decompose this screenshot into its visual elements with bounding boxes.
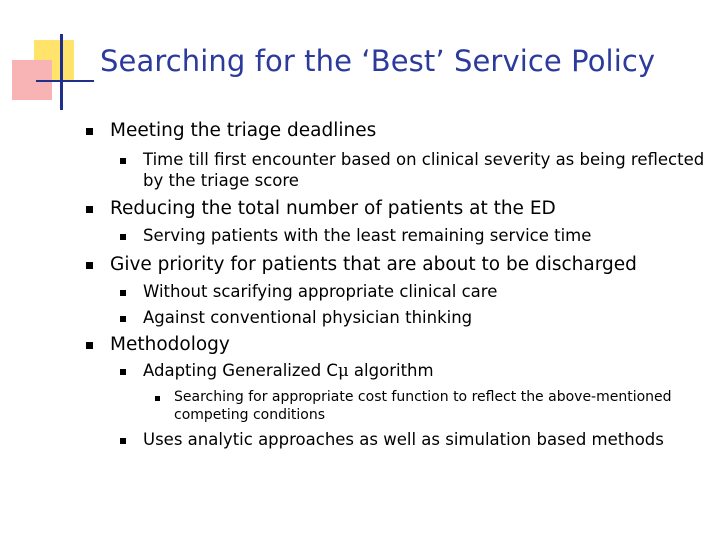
title-decoration — [0, 0, 100, 112]
bullet-reducing-patients: Reducing the total number of patients at the ED — [110, 198, 556, 219]
sub-bullet-marker — [120, 369, 126, 375]
sub-sub-bullet-cost-function: Searching for appropriate cost function to reflect the above-mentioned competing conditions — [174, 389, 672, 424]
decor-horizontal-line — [36, 80, 94, 82]
sub-bullet-marker — [120, 158, 126, 164]
bullet-give-priority: Give priority for patients that are about to be discharged — [110, 254, 637, 275]
bullet-methodology: Methodology — [110, 334, 230, 355]
bullet-marker — [86, 206, 93, 213]
sub-bullet-against-conventional: Against conventional physician thinking — [143, 308, 473, 327]
sub-bullet-marker — [120, 290, 126, 296]
sub-bullet-analytic-approaches: Uses analytic approaches as well as simulation based methods — [143, 430, 664, 449]
sub-bullet-without-scarifying: Without scarifying appropriate clinical care — [143, 282, 498, 301]
bullet-marker — [86, 262, 93, 269]
sub-bullet-marker — [120, 438, 126, 444]
sub-bullet-time-till-encounter: Time till first encounter based on clinical severity as being reflected by the triage score — [143, 150, 705, 191]
bullet-meeting-triage: Meeting the triage deadlines — [110, 120, 377, 141]
slide-title: Searching for the ‘Best’ Service Policy — [100, 44, 656, 78]
mu-symbol: μ — [337, 361, 349, 380]
decor-vertical-line — [60, 34, 63, 110]
sub-bullet-marker — [120, 316, 126, 322]
sub-bullet-marker — [120, 234, 126, 240]
sub-sub-bullet-marker — [155, 396, 160, 401]
sub-bullet-serving-patients: Serving patients with the least remaining service time — [143, 226, 592, 245]
bullet-marker — [86, 128, 93, 135]
sub-bullet-adapting-cmu: Adapting Generalized Cμ algorithm — [143, 361, 434, 380]
bullet-marker — [86, 342, 93, 349]
